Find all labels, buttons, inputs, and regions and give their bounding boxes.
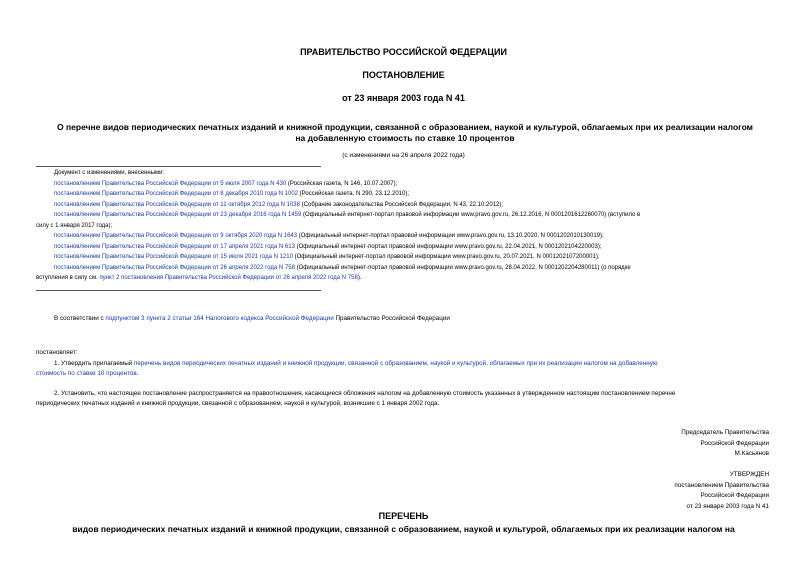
point-1-text: 1. Утвердить прилагаемый — [54, 360, 135, 367]
amendment-continuation: силу с 1 января 2017 года); — [36, 222, 113, 229]
amendment-link[interactable]: постановлением Правительства Российской Федерации от 17 апреля 2021 года N 613 — [54, 243, 295, 250]
point-1-line-1 — [36, 359, 770, 369]
amendment-source: (Официальный интернет-портал правовой информации www.pravo.gov.ru, 28.04.2022, N 0001202204280011) (о порядке — [294, 264, 631, 271]
amendment-item — [54, 200, 770, 211]
subject-line-1: О перечне видов периодических печатных изданий и книжной продукции, связанной с образованием, наукой и культурой, облагаемых при их реализации налогом — [57, 122, 753, 132]
point-1-line-2 — [36, 369, 770, 379]
amendment-link[interactable]: постановлением Правительства Российской Федерации от 9 октября 2020 года N 1643 — [54, 233, 298, 239]
approval-line: Российской Федерации — [700, 492, 769, 499]
amendment-source: (Собрание законодательства Российской Федерации, N 43, 22.10.2012); — [299, 201, 504, 208]
point-1 — [36, 359, 770, 379]
effective-date-link[interactable]: пункт 2 постановления Правительства Российской Федерации от 26 апреля 2022 года N 758 — [99, 275, 358, 281]
preamble-text: Правительство Российской Федерации — [333, 315, 450, 322]
list-title: ПЕРЕЧЕНЬ — [378, 511, 429, 521]
amendment-item — [54, 210, 770, 221]
point-2-line-1: 2. Установить, что настоящее постановление распространяется на правоотношения, касающиеся обложения налогом на добавленную стоимость указанных в утвержденном настоящим постановлением перечне — [54, 390, 676, 397]
amendments-block — [36, 168, 770, 284]
amendment-continuation — [36, 273, 770, 284]
amendment-link[interactable]: постановлением Правительства Российской Федерации от 8 декабря 2010 года N 1002 — [54, 191, 298, 197]
amendment-link[interactable]: постановлением Правительства Российской Федерации от 15 июля 2021 года N 1210 — [54, 254, 293, 260]
point-2 — [36, 389, 770, 409]
document-type: ПОСТАНОВЛЕНИЕ — [362, 70, 445, 80]
signature-position: Председатель Правительства — [681, 429, 769, 436]
approved-list-link-cont[interactable]: стоимость по ставке 10 процентов — [36, 370, 137, 377]
approved-list-link[interactable]: перечень видов периодических печатных изданий и книжной продукции, связанной с образованием, наукой и культурой, облагаемых при их реализации налогом на добавленную — [134, 360, 658, 367]
continuation-text: вступления в силу см. — [36, 275, 100, 281]
amendment-item — [54, 179, 770, 190]
divider-top — [36, 166, 321, 167]
edition-note: (с изменениями на 26 апреля 2022 года) — [342, 152, 465, 159]
point-2-line-2: периодических печатных изданий и книжной продукции, связанной с образованием, наукой и культурой, возникшие с 1 января 2002 года. — [36, 400, 440, 407]
amendment-source: (Официальный интернет-портал правовой информации www.pravo.gov.ru, 13.10.2020, N 0001202010130019); — [297, 233, 604, 239]
document-date-number: от 23 января 2003 года N 41 — [342, 93, 465, 103]
approval-line: постановлением Правительства — [674, 481, 769, 489]
point-1-text: . — [136, 370, 139, 377]
list-subtitle: видов периодических печатных изданий и книжной продукции, связанной с образованием, наукой и культурой, облагаемых при их реализации налогом на — [72, 524, 735, 534]
amendment-link[interactable]: постановлением Правительства Российской Федерации от 23 декабря 2016 года N 1459 — [54, 212, 302, 218]
decree-word: постановляет: — [36, 349, 78, 356]
amendment-source: (Официальный интернет-портал правовой информации www.pravo.gov.ru, 22.04.2021, N 0001202104220003); — [294, 243, 602, 250]
signature-block — [681, 428, 769, 460]
amendments-intro: Документ с изменениями, внесенными: — [54, 170, 165, 176]
amendment-item — [54, 263, 770, 274]
approval-stamp: УТВЕРЖДЕН — [729, 471, 769, 478]
government-title: ПРАВИТЕЛЬСТВО РОССИЙСКОЙ ФЕДЕРАЦИИ — [300, 47, 507, 57]
amendment-item — [54, 231, 770, 242]
preamble-text: В соответствии с — [54, 315, 106, 322]
amendment-source: (Официальный интернет-портал правовой информации www.pravo.gov.ru, 20.07.2021, N 0001202107200001); — [292, 254, 600, 260]
amendment-link[interactable]: постановлением Правительства Российской Федерации от 11 октября 2012 года N 1038 — [54, 201, 300, 208]
amendment-source: (Российская газета, N 290, 23.12.2010); — [298, 191, 409, 197]
approval-line: от 23 января 2003 года N 41 — [686, 502, 769, 510]
amendment-item — [54, 189, 770, 200]
preamble — [54, 314, 450, 324]
tax-code-link[interactable]: подпунктом 3 пункта 2 статьи 164 Налогового кодекса Российской Федерации — [105, 315, 334, 322]
amendment-item — [54, 242, 770, 253]
signature-organization: Российской Федерации — [700, 439, 769, 447]
amendment-item — [54, 252, 770, 263]
approval-block — [674, 470, 769, 512]
signature-name: М.Касьянов — [734, 450, 769, 457]
amendment-source: (Российская газета, N 146, 10.07.2007); — [286, 180, 398, 187]
divider-bottom — [36, 290, 321, 291]
amendment-link[interactable]: постановлением Правительства Российской Федерации от 5 июля 2007 года N 430 — [54, 180, 287, 187]
document-subject — [30, 122, 780, 144]
amendment-source: (Официальный интернет-портал правовой информации www.pravo.gov.ru, 26.12.2016, N 0001201612260070) (вступило в — [301, 212, 641, 218]
continuation-text: ). — [357, 275, 362, 281]
amendment-link[interactable]: постановлением Правительства Российской Федерации от 26 апреля 2022 года N 758 — [54, 264, 295, 271]
subject-line-2: на добавленную стоимость по ставке 10 процентов — [295, 133, 515, 143]
